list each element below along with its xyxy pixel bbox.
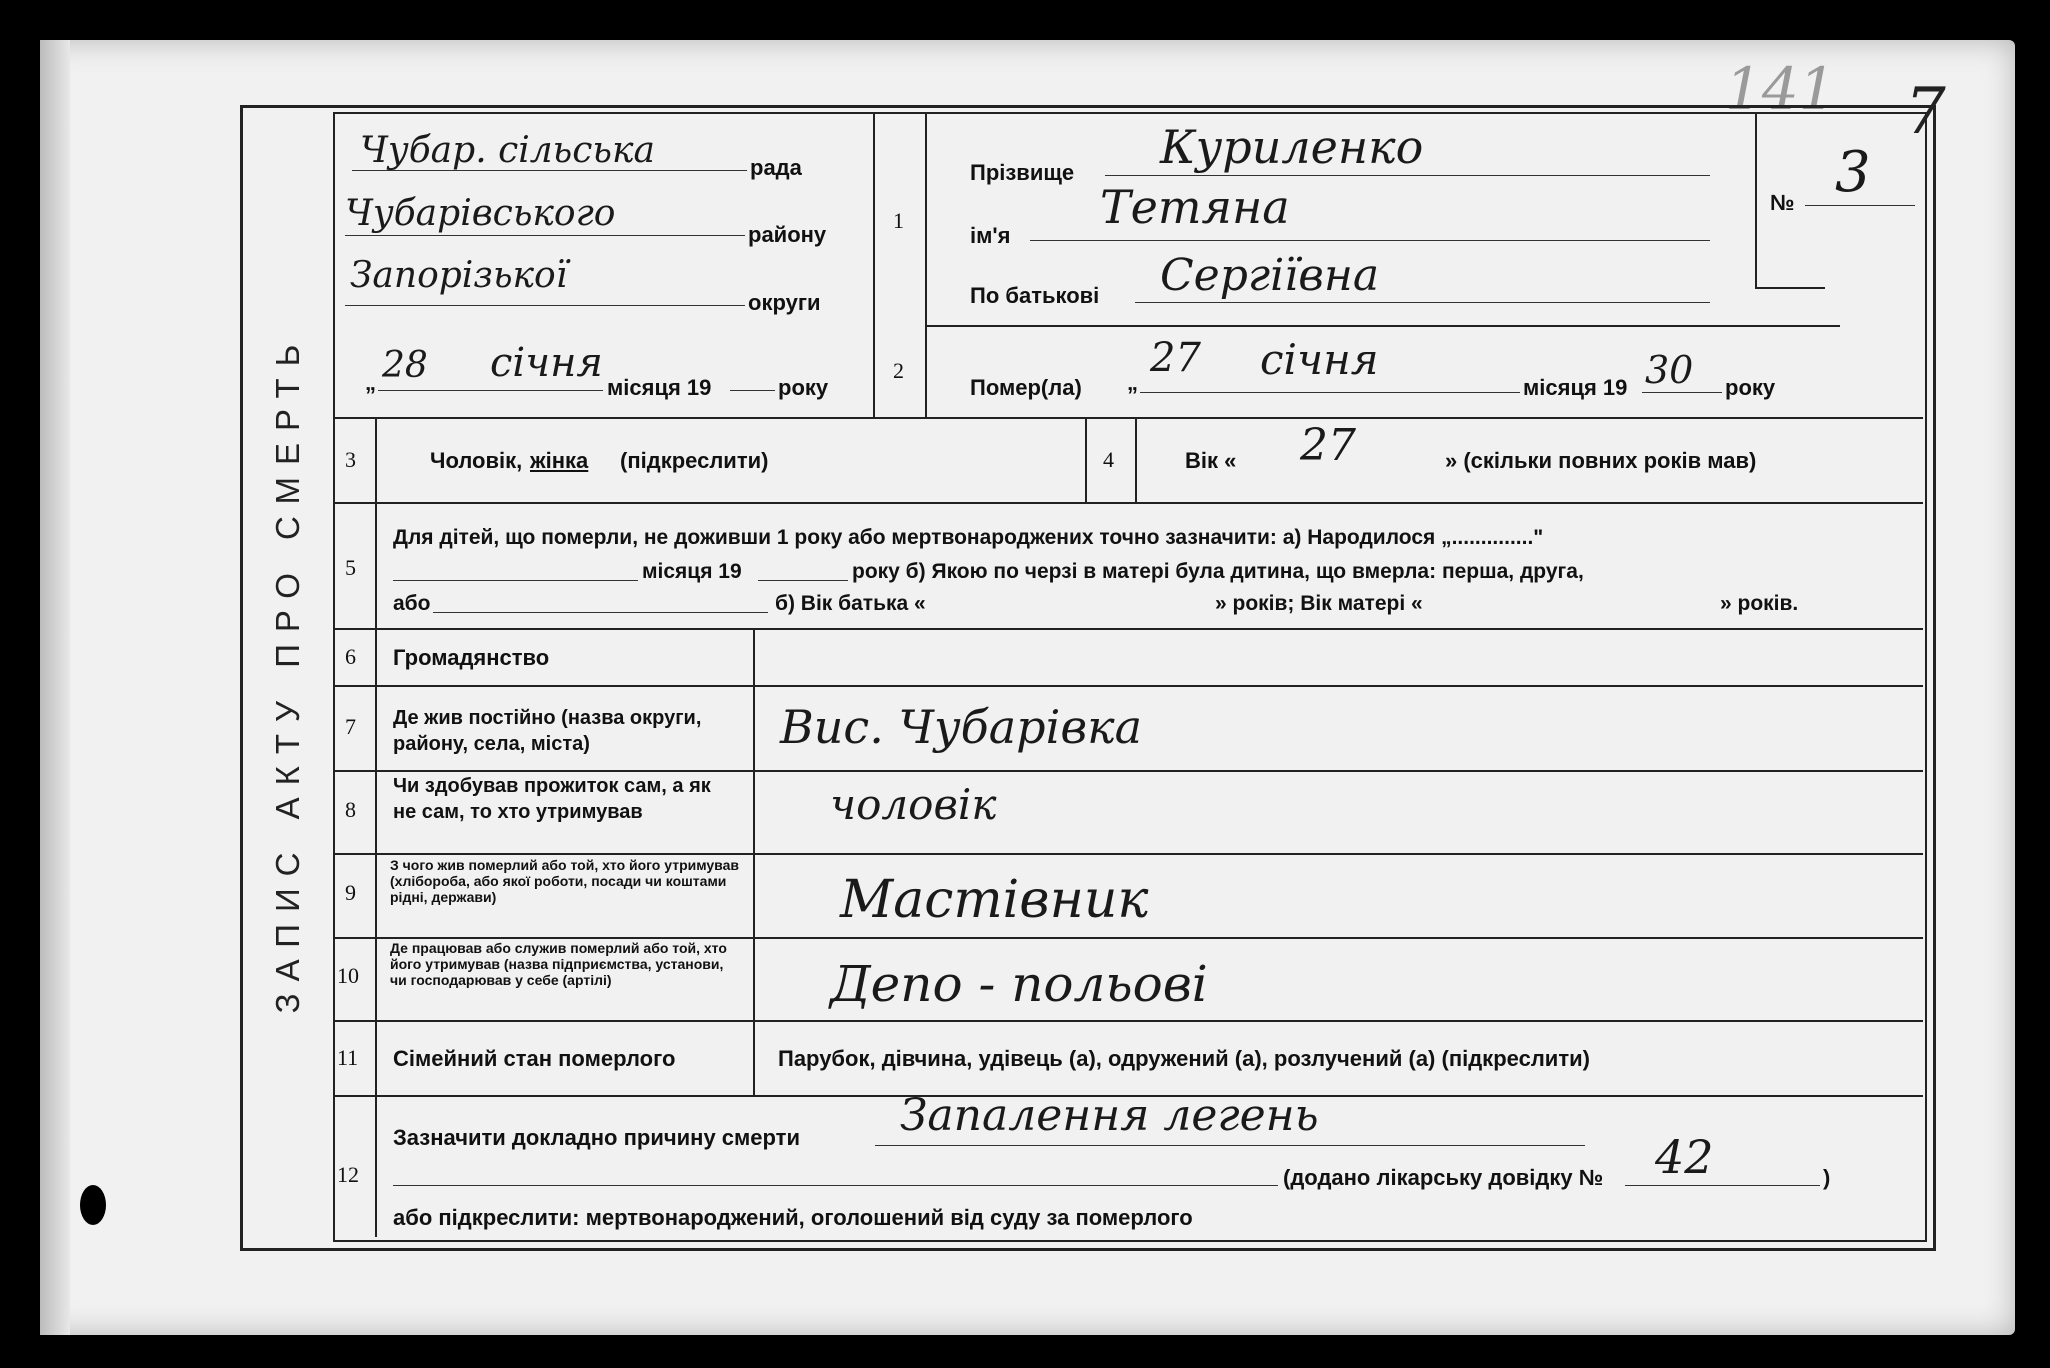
row-divider [333, 417, 1923, 419]
name-value: Тетяна [1100, 180, 1290, 234]
divider [1135, 417, 1137, 502]
row-divider [333, 853, 1923, 855]
death-quote: „ [1127, 370, 1138, 395]
row-number-8: 8 [345, 797, 356, 822]
surname-value: Куриленко [1160, 120, 1424, 174]
row-number-4: 4 [1103, 447, 1114, 472]
row-number-6: 6 [345, 644, 356, 669]
okruha-value: Запорізької [350, 255, 568, 296]
children-line-3a: або [393, 592, 431, 615]
divider [925, 112, 927, 417]
row-number-7: 7 [345, 714, 356, 739]
name-label: ім'я [970, 223, 1011, 248]
occupation-value: Мастівник [840, 870, 1149, 930]
children-line-1: Для дітей, що померли, не доживши 1 року або мертвонароджених точно зазначити: а) Народилося „.............." [393, 526, 1544, 549]
age-label: Вік « [1185, 448, 1237, 473]
row-divider [333, 628, 1923, 630]
citizenship-label: Громадянство [393, 645, 550, 670]
children-line-3b: б) Вік батька « [775, 592, 926, 615]
rada-value: Чубар. сільська [360, 130, 655, 171]
death-day: 27 [1150, 335, 1201, 381]
sex-prefix: Чоловік, [430, 448, 523, 473]
date-quote: „ [365, 370, 376, 395]
rayon-label: району [748, 222, 827, 247]
okruha-label: округи [748, 290, 821, 315]
marital-options: Парубок, дівчина, удівець (а), одружений (а), розлучений (а) (підкреслити) [778, 1046, 1590, 1071]
row-number-1: 1 [893, 208, 904, 233]
number-value: 3 [1835, 140, 1871, 205]
reg-month-label: місяця 19 [607, 375, 712, 400]
row-number-10: 10 [337, 963, 359, 988]
reg-year-label: року [778, 375, 829, 400]
certificate-label: (додано лікарську довідку № [1283, 1165, 1604, 1190]
workplace-label: Де працював або служив померлий або той, хто його утримував (назва підприємства, установи, чи господарював у себе (артілі) [390, 940, 727, 988]
marital-label: Сімейний стан померлого [393, 1046, 676, 1071]
patronymic-value: Сергіївна [1160, 250, 1380, 301]
divider [1755, 112, 1757, 287]
row-number-2: 2 [893, 358, 904, 383]
children-line-3c: » років; Вік матері « [1215, 592, 1423, 615]
support-value: чоловік [830, 780, 997, 829]
row-divider [333, 1020, 1923, 1022]
binding-hole [80, 1185, 106, 1225]
number-label: № [1770, 190, 1795, 215]
row-number-11: 11 [337, 1045, 359, 1070]
workplace-value: Депо - польові [830, 955, 1208, 1013]
divider [925, 325, 1840, 327]
certificate-close: ) [1823, 1165, 1831, 1190]
paper-edge [40, 40, 70, 1335]
death-label: Помер(ла) [970, 375, 1082, 400]
children-line-2b: року б) Якою по черзі в матері була дитина, що вмерла: перша, друга, [852, 560, 1584, 583]
cause-footer: або підкреслити: мертвонароджений, оголошений від суду за померлого [393, 1205, 1193, 1230]
sex-suffix: (підкреслити) [620, 448, 769, 473]
rayon-value: Чубарівського [345, 193, 616, 234]
age-suffix: » (скільки повних років мав) [1445, 448, 1757, 473]
rada-label: рада [750, 155, 802, 180]
corner-mark: 7 [1905, 75, 1946, 149]
reg-day: 28 [382, 345, 428, 386]
cause-value: Запалення легень [900, 1090, 1319, 1141]
sex-female: жінка [530, 448, 589, 473]
children-line-3d: » років. [1720, 592, 1799, 615]
row-divider [333, 770, 1923, 772]
support-label: Чи здобував прожиток сам, а як не сам, то хто утримував [393, 775, 711, 823]
cause-label: Зазначити докладно причину смерти [393, 1125, 800, 1150]
row-divider [333, 685, 1923, 687]
row-number-3: 3 [345, 447, 356, 472]
row-number-12: 12 [337, 1162, 359, 1187]
row-number-5: 5 [345, 555, 356, 580]
death-year: 30 [1645, 348, 1694, 392]
death-month-label: місяця 19 [1523, 375, 1628, 400]
residence-label: Де жив постійно (назва округи, району, села, міста) [393, 707, 702, 755]
surname-label: Прізвище [970, 160, 1075, 185]
row-divider [333, 502, 1923, 504]
corner-number: 141 [1725, 55, 1836, 123]
reg-month: січня [490, 340, 603, 386]
divider [1085, 417, 1087, 502]
divider [873, 112, 875, 417]
residence-value: Вис. Чубарівка [780, 700, 1143, 754]
children-line-2: місяця 19 [642, 560, 742, 583]
label-column [753, 628, 755, 1095]
death-month: січня [1260, 335, 1379, 384]
divider [1755, 287, 1825, 289]
side-title: ЗАПИС АКТУ ПРО СМЕРТЬ [268, 332, 306, 1013]
row-divider [333, 937, 1923, 939]
certificate-value: 42 [1655, 1130, 1714, 1184]
inner-frame [333, 112, 1927, 1242]
age-value: 27 [1300, 420, 1356, 471]
death-year-label: року [1725, 375, 1776, 400]
row-number-9: 9 [345, 880, 356, 905]
occupation-label: З чого жив померлий або той, хто його утримував (хлібороба, або якої роботи, посади чи коштами рідні, держави) [390, 857, 739, 905]
number-column [375, 417, 377, 1237]
patronymic-label: По батькові [970, 283, 1100, 308]
